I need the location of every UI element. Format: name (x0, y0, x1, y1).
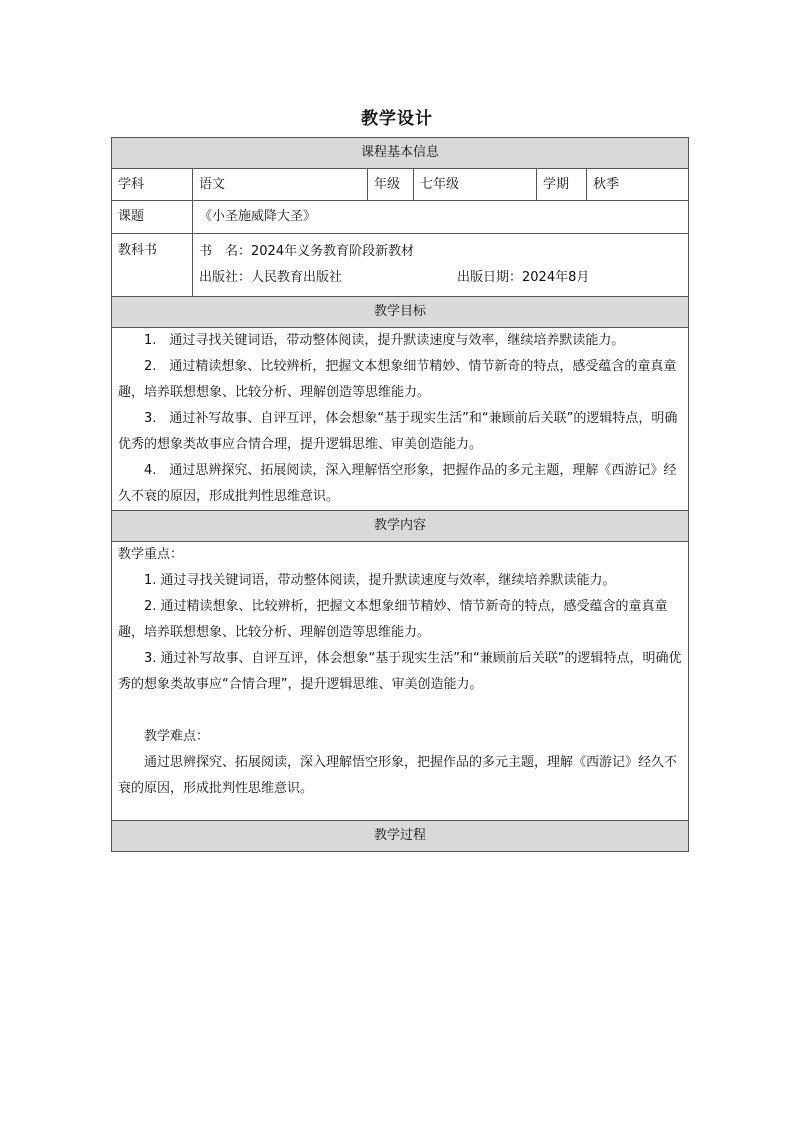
key-point-item: 2. 通过精读想象、比较辨析，把握文本想象细节精妙、情节新奇的特点，感受蕴含的童真童趣，培养联想想象、比较分析、理解创造等思维能力。 (118, 599, 668, 640)
section-content-label: 教学内容 (112, 511, 689, 542)
document-title: 教学设计 (361, 109, 433, 129)
key-points-label: 教学重点： (118, 547, 184, 562)
textbook-label: 教科书 (112, 234, 193, 297)
topic-value: 《小圣施威降大圣》 (193, 201, 689, 234)
goal-item: 1. 通过寻找关键词语，带动整体阅读，提升默读速度与效率，继续培养默读能力。 (144, 333, 625, 348)
topic-label: 课题 (112, 201, 193, 234)
section-process-label: 教学过程 (112, 821, 689, 852)
content-row (112, 542, 689, 821)
term-value: 秋季 (587, 169, 689, 201)
publication-date: 出版日期：2024年8月 (457, 270, 590, 285)
goals-row (112, 328, 689, 511)
difficult-points-label: 教学难点： (144, 729, 210, 744)
key-point-item: 3. 通过补写故事、自评互评，体会想象“基于现实生活”和“兼顾前后关联”的逻辑特点，明确优秀的想象类故事应“合情合理”，提升逻辑思维、审美创造能力。 (118, 651, 682, 692)
section-header-basic-info (112, 138, 689, 169)
textbook-row (112, 234, 689, 297)
section-header-goals (112, 297, 689, 328)
grade-value: 七年级 (414, 169, 537, 201)
publisher: 出版社：人民教育出版社 (199, 270, 343, 285)
publisher-line (199, 265, 682, 291)
goal-item: 2. 通过精读想象、比较辨析，把握文本想象细节精妙、情节新奇的特点，感受蕴含的童真童趣，培养联想想象、比较分析、理解创造等思维能力。 (118, 359, 677, 400)
section-header-process (112, 821, 689, 852)
blank-line (118, 698, 682, 724)
subject-row (112, 169, 689, 201)
grade-label: 年级 (368, 169, 414, 201)
lesson-plan-table (111, 137, 689, 852)
subject-value: 语文 (193, 169, 368, 201)
goal-item: 3. 通过补写故事、自评互评，体会想象“基于现实生活”和“兼顾前后关联”的逻辑特点，明确优秀的想象类故事应合情合理，提升逻辑思维、审美创造能力。 (118, 411, 678, 452)
subject-label: 学科 (112, 169, 193, 201)
section-basic-label: 课程基本信息 (112, 138, 689, 169)
section-goals-label: 教学目标 (112, 297, 689, 328)
key-point-item: 1. 通过寻找关键词语，带动整体阅读，提升默读速度与效率，继续培养默读能力。 (144, 573, 616, 588)
section-header-content (112, 511, 689, 542)
goals-cell (112, 328, 689, 511)
difficult-points-text: 通过思辨探究、拓展阅读，深入理解悟空形象，把握作品的多元主题，理解《西游记》经久不衰的原因，形成批判性思维意识。 (118, 755, 678, 796)
book-name: 书 名：2024年义务教育阶段新教材 (199, 244, 415, 259)
textbook-info (193, 234, 689, 297)
content-cell (112, 542, 689, 821)
goal-item: 4. 通过思辨探究、拓展阅读，深入理解悟空形象，把握作品的多元主题，理解《西游记》经久不衰的原因，形成批判性思维意识。 (118, 463, 677, 504)
topic-row (112, 201, 689, 234)
term-label: 学期 (537, 169, 587, 201)
